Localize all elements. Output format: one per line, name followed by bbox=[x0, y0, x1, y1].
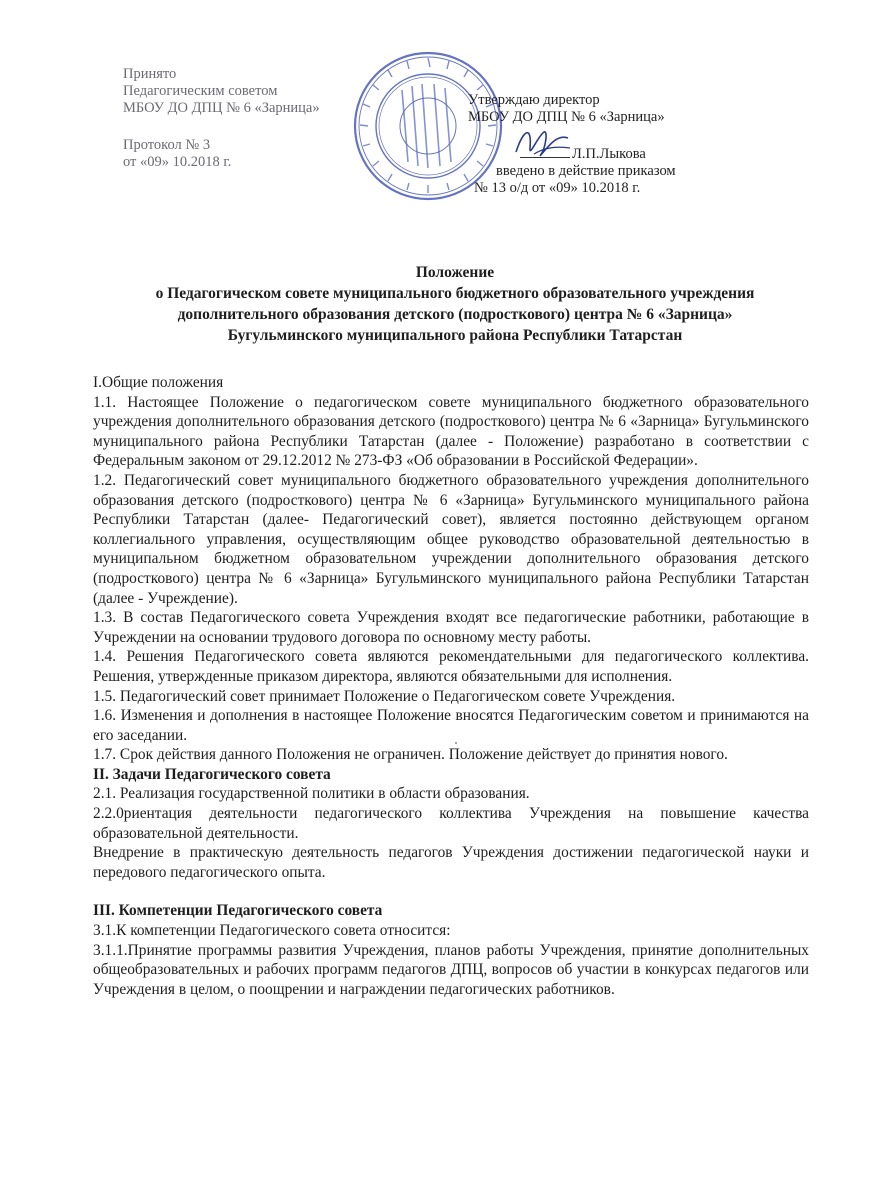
paragraph-3-1-1: 3.1.1.Принятие программы развития Учреждения, планов работы Учреждения, принятие дополнительных общеобразовательных и рабочих программ педагогов ДПЦ, вопросов об участии в конкурсах педагогов или Учреждения в целом, о поощрении и награждении педагогических работников. bbox=[93, 941, 809, 998]
paragraph-1-2: 1.2. Педагогический совет муниципального бюджетного образовательного учреждения дополнительного образования детского (подросткового) центра № 6 «Зарница» Бугульминского муниципального района Республики Татарстан (далее- Педагогический совет), является постоянно действующем органом коллегиального управления, осуществляющим общее руководство образовательной деятельностью в муниципальном бюджетном образовательном учреждении дополнительного образования детского (подросткового) центра № 6 «Зарница» Бугульминского муниципального района Республики Татарстан (далее - Учреждение). bbox=[93, 471, 809, 607]
paragraph-1-6: 1.6. Изменения и дополнения в настоящее Положение вносятся Педагогическим советом и принимаются на его заседании. bbox=[93, 707, 809, 744]
paragraph-2-2: 2.2.0риентация деятельности педагогического коллектива Учреждения на повышение качества образовательной деятельности. bbox=[93, 805, 809, 842]
order-number: № 13 о/д от «09» 10.2018 г. bbox=[474, 180, 641, 196]
adopted-by-label: Педагогическим советом bbox=[123, 83, 278, 99]
adopted-org-label: МБОУ ДО ДПЦ № 6 «Зарница» bbox=[123, 100, 320, 116]
document-title bbox=[95, 262, 815, 346]
paragraph-2-3: Внедрение в практическую деятельность педагогов Учреждения достижении педагогической науки и передового педагогического опыта. bbox=[93, 844, 809, 881]
paragraph-1-1: 1.1. Настоящее Положение о педагогическом совете муниципального бюджетного образовательного учреждения дополнительного образования детского (подросткового) центра № 6 «Зарница» Бугульминского муниципального района Республики Татарстан (далее - Положение) разработано в соответствии с Федеральным законом от 29.12.2012 № 273-ФЗ «Об образовании в Российской Федерации». bbox=[93, 393, 809, 470]
protocol-number: Протокол № 3 bbox=[123, 137, 211, 153]
enactment-label: введено в действие приказом bbox=[496, 163, 676, 179]
paragraph-1-3: 1.3. В состав Педагогического совета Учреждения входят все педагогические работники, работающие в Учреждении на основании трудового договора по основному месту работы. bbox=[93, 609, 809, 646]
document-body bbox=[93, 373, 809, 999]
paragraph-1-7: 1.7. Срок действия данного Положения не ограничен. Положение действует до принятия нового. bbox=[93, 746, 728, 764]
section-1-heading: I.Общие положения bbox=[93, 374, 224, 391]
paragraph-3-1: 3.1.К компетенции Педагогического совета относится: bbox=[93, 922, 451, 940]
paragraph-1-4: 1.4. Решения Педагогического совета являются рекомендательными для педагогического коллектива. Решения, утвержденные приказом директора, являются обязательными для исполнения. bbox=[93, 648, 809, 685]
adoption-block bbox=[123, 66, 320, 171]
approve-org-label: МБОУ ДО ДПЦ № 6 «Зарница» bbox=[468, 109, 665, 125]
title-line-4: Бугульминского муниципального района Республики Татарстан bbox=[227, 327, 683, 344]
scan-speck bbox=[455, 742, 457, 744]
title-line-1: Положение bbox=[415, 264, 495, 281]
title-line-2: о Педагогическом совете муниципального бюджетного образовательного учреждения bbox=[155, 285, 755, 302]
adopted-label: Принято bbox=[123, 66, 177, 82]
paragraph-1-5: 1.5. Педагогический совет принимает Положение о Педагогическом совете Учреждения. bbox=[93, 687, 676, 705]
signatory-name: Л.П.Лыкова bbox=[572, 146, 646, 162]
paragraph-2-1: 2.1. Реализация государственной политики в области образования. bbox=[93, 785, 530, 803]
section-2-heading: II. Задачи Педагогического совета bbox=[93, 765, 331, 783]
title-line-3: дополнительного образования детского (подросткового) центра № 6 «Зарница» bbox=[177, 306, 733, 323]
section-3-heading: III. Компетенции Педагогического совета bbox=[93, 902, 383, 920]
approve-label: Утверждаю директор bbox=[468, 92, 600, 108]
approval-block bbox=[468, 92, 676, 197]
protocol-date: от «09» 10.2018 г. bbox=[123, 154, 232, 170]
